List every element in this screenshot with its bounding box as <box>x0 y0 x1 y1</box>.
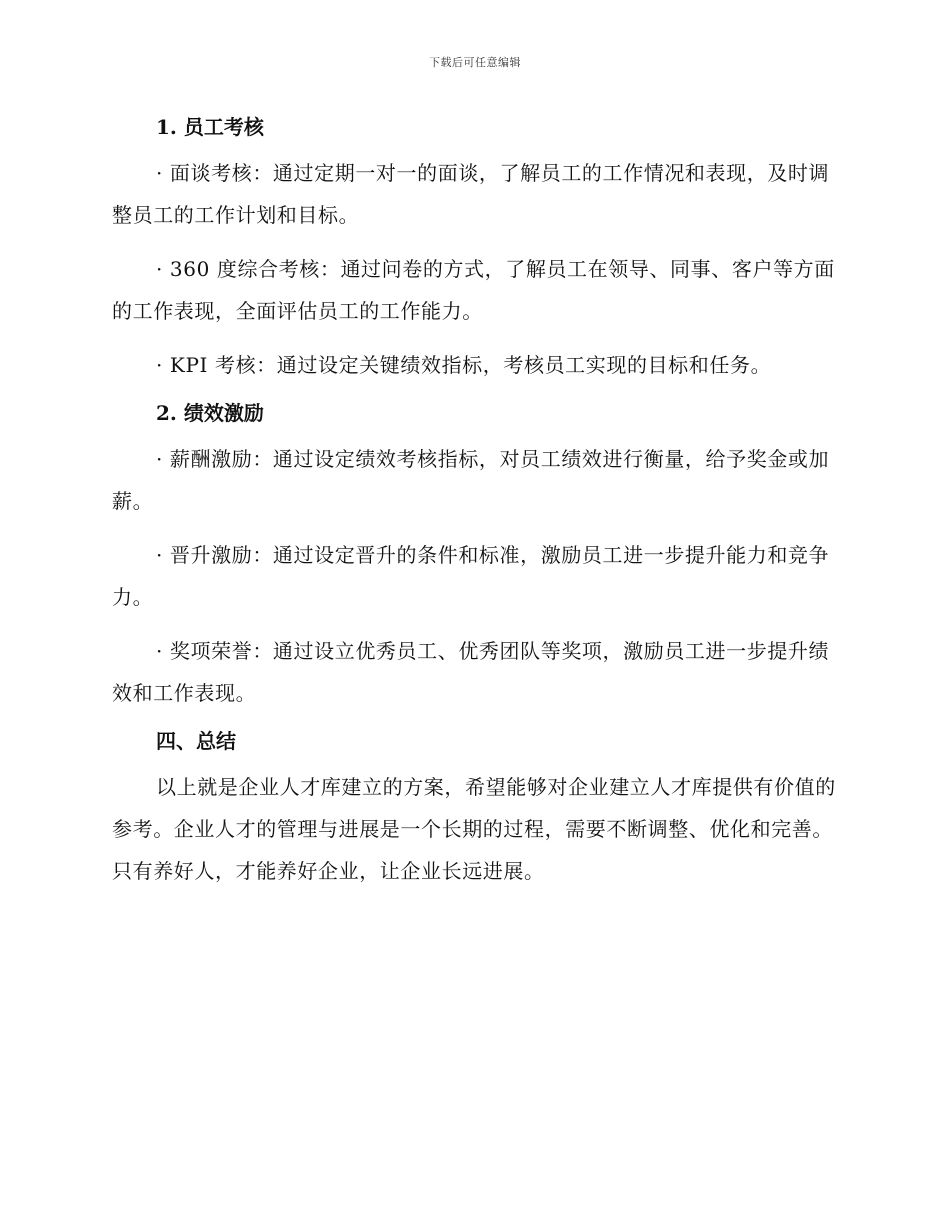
document-body <box>112 112 836 892</box>
paragraph-interview-assessment: · 面谈考核：通过定期一对一的面谈，了解员工的工作情况和表现，及时调整员工的工作计划和目标。 <box>112 161 830 227</box>
paragraph-salary-incentive: · 薪酬激励：通过设定绩效考核指标，对员工绩效进行衡量，给予奖金或加薪。 <box>112 447 830 513</box>
paragraph-kpi-assessment: · KPI 考核：通过设定关键绩效指标，考核员工实现的目标和任务。 <box>156 353 772 377</box>
paragraph-summary: 以上就是企业人才库建立的方案，希望能够对企业建立人才库提供有价值的参考。企业人才的管理与进展是一个长期的过程，需要不断调整、优化和完善。只有养好人，才能养好企业，让企业长远进展。 <box>112 775 836 883</box>
section-heading-summary: 四、总结 <box>156 729 236 753</box>
paragraph-promotion-incentive: · 晋升激励：通过设定晋升的条件和标准，激励员工进一步提升能力和竞争力。 <box>112 543 830 609</box>
section-heading-employee-assessment: 1. 员工考核 <box>156 115 264 139</box>
section-heading-performance-incentive: 2. 绩效激励 <box>156 401 264 425</box>
paragraph-360-assessment: · 360 度综合考核：通过问卷的方式，了解员工在领导、同事、客户等方面的工作表现，全面评估员工的工作能力。 <box>112 257 835 323</box>
paragraph-award-honor: · 奖项荣誉：通过设立优秀员工、优秀团队等奖项，激励员工进一步提升绩效和工作表现。 <box>112 639 830 705</box>
page-header: 下载后可任意编辑 <box>429 56 521 69</box>
